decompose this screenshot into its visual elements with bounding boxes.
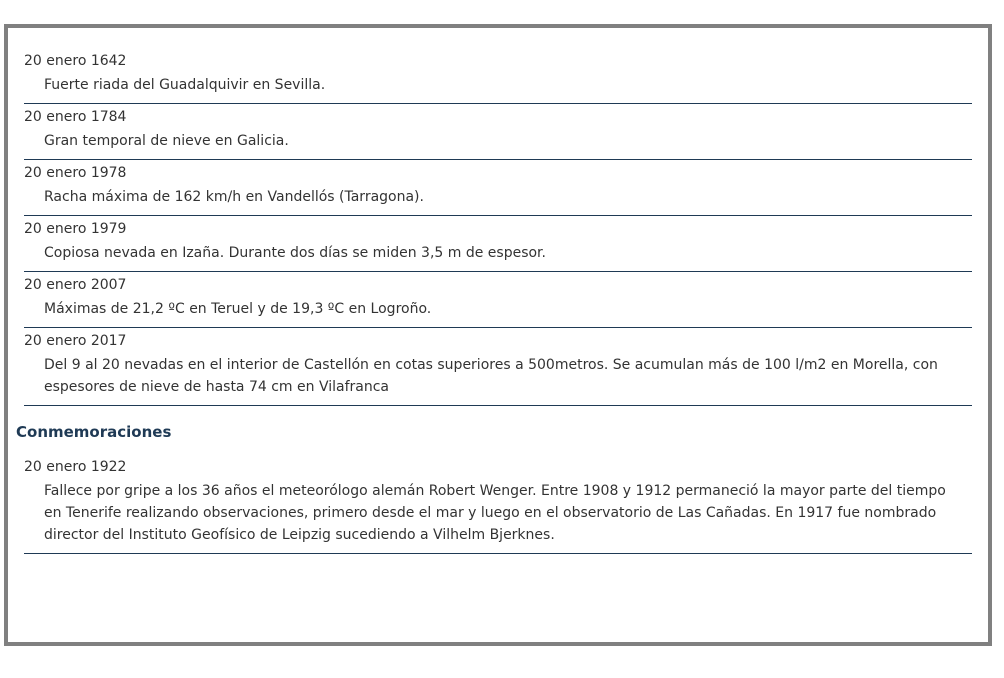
event-description: Gran temporal de nieve en Galicia. <box>44 133 289 149</box>
list-item <box>24 272 972 328</box>
list-item <box>24 104 972 160</box>
event-date: 20 enero 1922 <box>24 459 127 475</box>
efemerides-list <box>16 28 980 406</box>
event-description: Racha máxima de 162 km/h en Vandellós (Tarragona). <box>44 189 424 205</box>
event-date: 20 enero 1784 <box>24 109 127 125</box>
event-description: Fallece por gripe a los 36 años el meteorólogo alemán Robert Wenger. Entre 1908 y 1912 permaneció la mayor parte del tiempo en Tenerife realizando observaciones, primero desde el mar y luego en el observatorio de Las Cañadas. En 1917 fue nombrado director del Instituto Geofísico de Leipzig sucediendo a Vilhelm Bjerknes. <box>44 483 946 543</box>
section-title-conmemoraciones: Conmemoraciones <box>16 423 172 441</box>
list-item <box>24 216 972 272</box>
content-panel <box>4 24 992 646</box>
event-description: Copiosa nevada en Izaña. Durante dos días se miden 3,5 m de espesor. <box>44 245 546 261</box>
event-date: 20 enero 1979 <box>24 221 127 237</box>
list-item <box>24 48 972 104</box>
event-description: Del 9 al 20 nevadas en el interior de Castellón en cotas superiores a 500metros. Se acumulan más de 100 l/m2 en Morella, con espesores de nieve de hasta 74 cm en Vilafranca <box>44 357 938 395</box>
event-description: Máximas de 21,2 ºC en Teruel y de 19,3 ºC en Logroño. <box>44 301 432 317</box>
event-date: 20 enero 2017 <box>24 333 127 349</box>
event-date: 20 enero 1642 <box>24 53 127 69</box>
event-date: 20 enero 1978 <box>24 165 127 181</box>
list-item <box>24 160 972 216</box>
event-date: 20 enero 2007 <box>24 277 127 293</box>
list-item <box>24 454 972 554</box>
conmemoraciones-list <box>16 454 980 554</box>
event-description: Fuerte riada del Guadalquivir en Sevilla. <box>44 77 326 93</box>
list-item <box>24 328 972 406</box>
